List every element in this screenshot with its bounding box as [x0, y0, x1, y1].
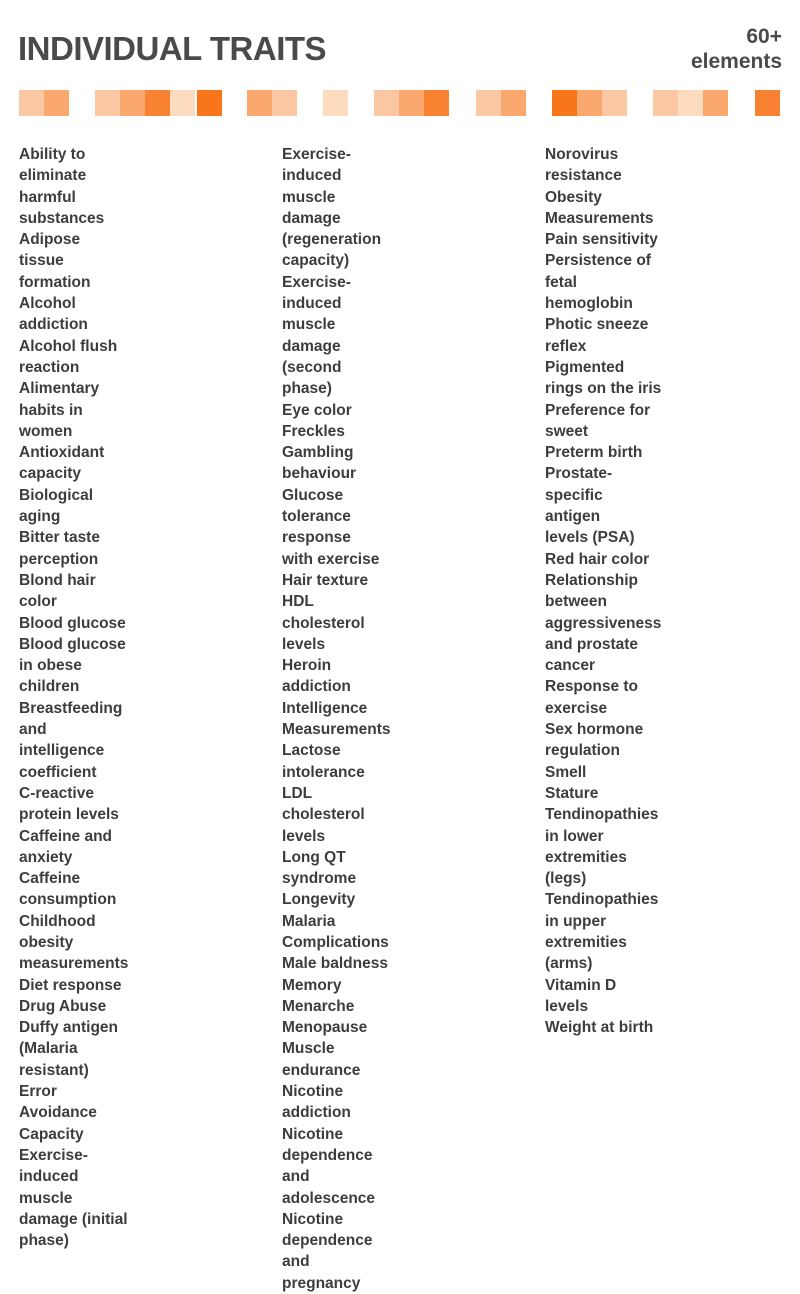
trait-line: Stature [545, 784, 599, 802]
trait-line: children [19, 678, 80, 696]
trait-line: Adipose tissue formation [19, 231, 91, 291]
color-swatch [501, 90, 526, 116]
trait-line: Biological aging [19, 486, 94, 526]
trait-line: Vitamin D levels [545, 976, 617, 1015]
trait-line: Long QT syndrome [282, 848, 357, 888]
element-count-label: elements [690, 50, 782, 73]
trait-line: Gambling behaviour [282, 444, 357, 483]
trait-line: C-reactive protein levels [19, 784, 119, 824]
color-swatch [552, 90, 577, 116]
trait-line: extremities (legs) [545, 848, 627, 888]
trait-line: Norovirus resistance [545, 146, 622, 185]
element-count [691, 24, 782, 74]
trait-line: measurements [19, 955, 129, 973]
trait-line: Obesity Measurements [545, 188, 654, 227]
trait-line: Hair texture [282, 571, 369, 589]
trait-line: Alcohol addiction [19, 295, 88, 334]
trait-line: Exercise-induced muscle [282, 273, 351, 334]
trait-line: extremities (arms) [545, 933, 627, 973]
trait-line: Blood glucose [19, 614, 126, 632]
color-swatch [95, 90, 120, 116]
color-swatch [653, 90, 678, 116]
trait-line: Childhood obesity [19, 912, 96, 951]
color-swatch [247, 90, 272, 116]
color-swatch [424, 90, 449, 116]
color-swatch [678, 90, 703, 116]
trait-line: Antioxidant capacity [19, 444, 105, 483]
trait-line: Nicotine addiction [282, 1083, 351, 1122]
color-swatch [44, 90, 69, 116]
trait-line: Longevity [282, 891, 356, 909]
trait-line: HDL cholesterol levels [282, 593, 365, 653]
trait-line: substances [19, 209, 105, 227]
trait-line: Intelligence Measurements [282, 699, 391, 739]
trait-line: levels (PSA) [545, 529, 635, 547]
trait-line: Lactose intolerance [282, 742, 365, 781]
trait-line: Bitter taste perception [19, 529, 100, 568]
trait-line: Alcohol flush reaction [19, 337, 118, 376]
trait-line: aggressiveness and prostate [545, 614, 662, 653]
color-swatch [197, 90, 222, 116]
trait-line: Red hair color [545, 550, 650, 568]
trait-line: damage (second phase) [282, 337, 342, 398]
trait-line: Error Avoidance Capacity [19, 1083, 97, 1143]
trait-line: Smell [545, 763, 587, 781]
trait-line: Ability to eliminate harmful [19, 146, 87, 206]
trait-line: resistant) [19, 1061, 89, 1079]
trait-line: Blond hair color [19, 571, 96, 611]
trait-line: Glucose tolerance response [282, 486, 351, 547]
trait-line: hemoglobin [545, 295, 633, 313]
trait-line: Nicotine dependence and [282, 1125, 373, 1186]
trait-line: Freckles [282, 422, 345, 440]
trait-line: Duffy antigen (Malaria [19, 1019, 119, 1058]
color-swatch [602, 90, 627, 116]
color-swatch [703, 90, 728, 116]
trait-line: adolescence [282, 1189, 376, 1207]
trait-line: Muscle endurance [282, 1040, 361, 1079]
trait-line: Eye color [282, 401, 352, 419]
trait-line: Weight at birth [545, 1019, 654, 1037]
trait-line: Diet response [19, 976, 122, 994]
color-swatch [755, 90, 780, 116]
trait-line: Persistence of fetal [545, 252, 651, 291]
trait-line: Sex hormone regulation [545, 721, 644, 760]
trait-line: damage (regeneration [282, 209, 382, 249]
trait-line: Alimentary habits in women [19, 380, 100, 440]
trait-line: Caffeine and anxiety [19, 827, 113, 866]
color-swatch-strip [19, 90, 781, 116]
trait-line: Photic sneeze reflex [545, 316, 649, 355]
trait-line: damage (initial phase) [19, 1210, 128, 1250]
traits-column-3 [545, 144, 661, 1038]
trait-line: Exercise-induced muscle [19, 1146, 88, 1207]
trait-line: cancer [545, 657, 595, 675]
trait-line: Caffeine consumption [19, 870, 117, 909]
trait-line: with exercise [282, 550, 380, 568]
element-count-number: 60+ [746, 25, 782, 48]
trait-line: intelligence coefficient [19, 742, 105, 781]
trait-line: Breastfeeding and [19, 699, 123, 739]
color-swatch [145, 90, 170, 116]
color-swatch [19, 90, 44, 116]
color-swatch [577, 90, 602, 116]
color-swatch [323, 90, 348, 116]
trait-line: LDL cholesterol levels [282, 784, 365, 845]
color-swatch [170, 90, 195, 116]
trait-line: Relationship between [545, 571, 639, 611]
trait-line: Drug Abuse [19, 997, 107, 1015]
traits-column-2 [282, 144, 391, 1294]
trait-line: Prostate-specific antigen [545, 465, 613, 526]
trait-line: Exercise-induced muscle [282, 146, 351, 206]
trait-line: Tendinopathies in upper [545, 891, 659, 930]
color-swatch [399, 90, 424, 116]
trait-line: Response to exercise [545, 678, 639, 717]
page-title: INDIVIDUAL TRAITS [18, 30, 327, 67]
trait-line: Pain sensitivity [545, 231, 658, 249]
trait-line: Male baldness [282, 955, 388, 973]
trait-line: Nicotine dependence and [282, 1210, 373, 1271]
trait-line: Menopause [282, 1019, 368, 1037]
color-swatch [120, 90, 145, 116]
trait-line: Pigmented rings on the iris [545, 358, 662, 398]
color-swatch [272, 90, 297, 116]
trait-line: Preterm birth [545, 444, 643, 462]
trait-line: capacity) [282, 252, 350, 270]
trait-line: Memory [282, 976, 342, 994]
trait-line: pregnancy [282, 1274, 361, 1292]
trait-line: Preference for sweet [545, 401, 651, 440]
color-swatch [476, 90, 501, 116]
color-swatch [374, 90, 399, 116]
trait-line: Tendinopathies in lower [545, 806, 659, 845]
trait-line: Heroin addiction [282, 657, 351, 696]
traits-column-1 [19, 144, 128, 1251]
trait-line: Blood glucose in obese [19, 635, 126, 675]
trait-line: Malaria Complications [282, 912, 389, 951]
trait-line: Menarche [282, 997, 355, 1015]
